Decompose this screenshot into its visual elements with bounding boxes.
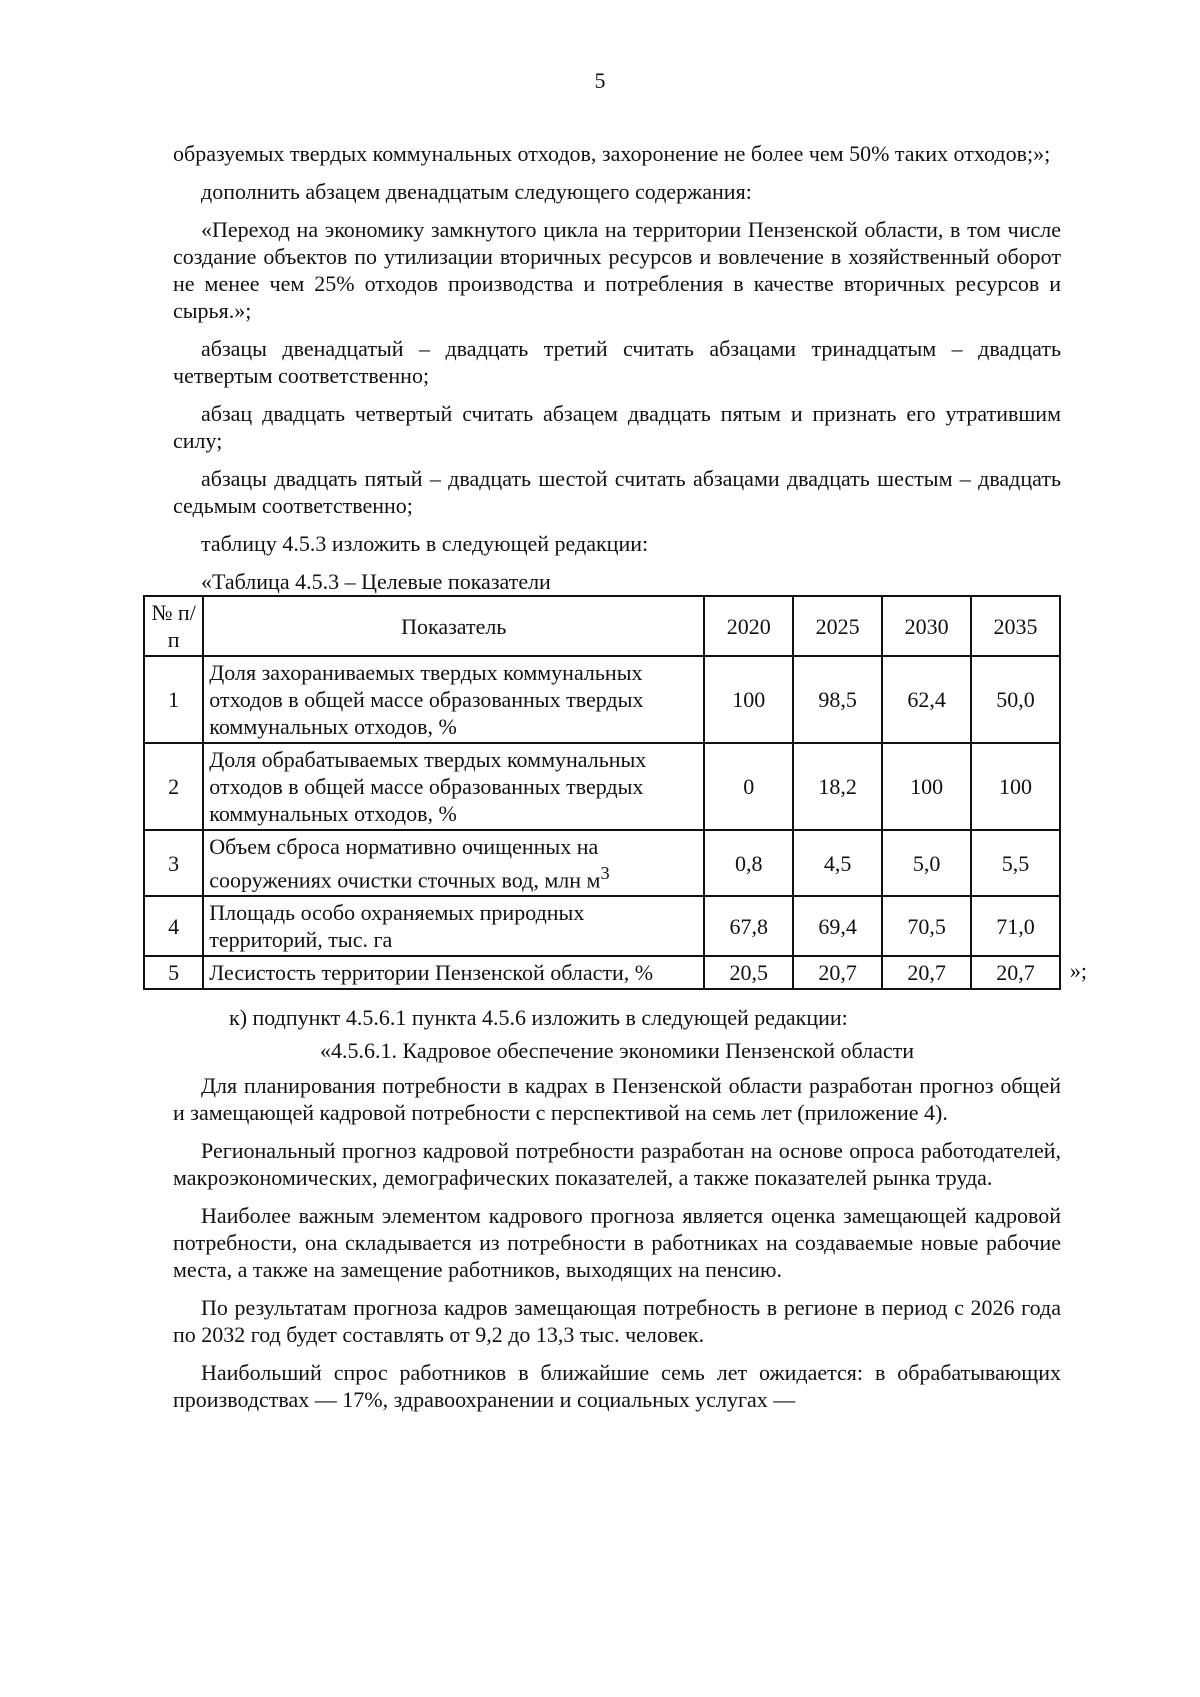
row-num: 4 — [144, 896, 203, 956]
row-indicator: Доля захораниваемых твердых коммунальных отходов в общей массе образованных твердых коммунальных отходов, % — [203, 656, 704, 743]
paragraph: Для планирования потребности в кадрах в Пензенской области разработан прогноз общей и замещающей кадровой потребности с перспективой на семь лет (приложение 4). — [173, 1073, 1061, 1126]
row-value: 0 — [704, 743, 793, 830]
row-value: 70,5 — [882, 896, 971, 956]
unit-superscript: 3 — [600, 863, 610, 883]
row-num: 3 — [144, 830, 203, 896]
table-caption: «Таблица 4.5.3 – Целевые показатели — [201, 569, 551, 594]
row-value: 100 — [971, 743, 1060, 830]
paragraph: дополнить абзацем двенадцатым следующего содержания: — [201, 179, 752, 204]
paragraph: Наиболее важным элементом кадрового прогноза является оценка замещающей кадровой потребности, она складывается из потребности в работниках на создаваемые новые рабочие места, а также на замещение работников, выходящих на пенсию. — [173, 1203, 1061, 1283]
row-value: 67,8 — [704, 896, 793, 956]
paragraph: образуемых твердых коммунальных отходов, захоронение не более чем 50% таких отходов;»; — [173, 141, 1051, 166]
row-value: 20,7 — [793, 956, 882, 989]
row-value: 20,7 — [971, 956, 1060, 989]
row-value: 50,0 — [971, 656, 1060, 743]
table-header-row — [144, 596, 1060, 656]
row-value: 0,8 — [704, 830, 793, 896]
header-year: 2025 — [793, 596, 882, 656]
row-num: 1 — [144, 656, 203, 743]
paragraph: абзацы двадцать пятый – двадцать шестой считать абзацами двадцать шестым – двадцать седьмым соответственно; — [173, 466, 1061, 518]
table-row — [144, 656, 1060, 743]
row-indicator: Доля обрабатываемых твердых коммунальных отходов в общей массе образованных твердых коммунальных отходов, % — [203, 743, 704, 830]
row-num: 2 — [144, 743, 203, 830]
row-value: 20,5 — [704, 956, 793, 989]
header-year: 2035 — [971, 596, 1060, 656]
table-closing-quote: »; — [1069, 958, 1087, 984]
paragraph: таблицу 4.5.3 изложить в следующей редакции: — [201, 531, 649, 556]
row-value: 100 — [882, 743, 971, 830]
row-indicator: Объем сброса нормативно очищенных на сооружениях очистки сточных вод, млн м — [209, 834, 601, 893]
header-num: № п/п — [144, 596, 203, 656]
row-value: 62,4 — [882, 656, 971, 743]
row-value: 100 — [704, 656, 793, 743]
table-row — [144, 830, 1060, 896]
table-row — [144, 956, 1060, 989]
row-value: 4,5 — [793, 830, 882, 896]
paragraph: Наибольший спрос работников в ближайшие семь лет ожидается: в обрабатывающих производствах — 17%, здравоохранении и социальных услугах — — [173, 1360, 1061, 1413]
paragraph: абзацы двенадцатый – двадцать третий считать абзацами тринадцатым – двадцать четвертым соответственно; — [173, 336, 1061, 388]
table-row — [144, 743, 1060, 830]
sub-item: к) подпункт 4.5.6.1 пункта 4.5.6 изложить в следующей редакции: — [229, 1005, 848, 1031]
section-title: «4.5.6.1. Кадровое обеспечение экономики Пензенской области — [319, 1038, 915, 1064]
header-year: 2020 — [704, 596, 793, 656]
row-indicator-cell — [203, 830, 704, 896]
row-indicator: Площадь особо охраняемых природных территорий, тыс. га — [203, 896, 704, 956]
row-value: 18,2 — [793, 743, 882, 830]
row-value: 5,5 — [971, 830, 1060, 896]
table-row — [144, 896, 1060, 956]
targets-table — [143, 595, 1061, 990]
row-value: 71,0 — [971, 896, 1060, 956]
document-body — [151, 140, 1087, 1424]
paragraph: абзац двадцать четвертый считать абзацем двадцать пятым и признать его утратившим силу; — [173, 401, 1061, 453]
header-year: 2030 — [882, 596, 971, 656]
row-value: 5,0 — [882, 830, 971, 896]
header-indicator: Показатель — [203, 596, 704, 656]
row-value: 98,5 — [793, 656, 882, 743]
paragraph: По результатам прогноза кадров замещающая потребность в регионе в период с 2026 года по 2032 год будет составлять от 9,2 до 13,3 тыс. человек. — [173, 1295, 1061, 1348]
row-indicator: Лесистость территории Пензенской области, % — [203, 956, 704, 989]
row-num: 5 — [144, 956, 203, 989]
page-number: 5 — [594, 68, 606, 93]
paragraph: Региональный прогноз кадровой потребности разработан на основе опроса работодателей, макроэкономических, демографических показателей, а также показателей рынка труда. — [173, 1138, 1061, 1191]
row-value: 20,7 — [882, 956, 971, 989]
targets-table-wrapper — [143, 595, 1087, 990]
paragraph: «Переход на экономику замкнутого цикла на территории Пензенской области, в том числе создание объектов по утилизации вторичных ресурсов и вовлечение в хозяйственный оборот не менее чем 25% отходов производства и потребления в качестве вторичных ресурсов и сырья.»; — [173, 217, 1061, 323]
row-value: 69,4 — [793, 896, 882, 956]
